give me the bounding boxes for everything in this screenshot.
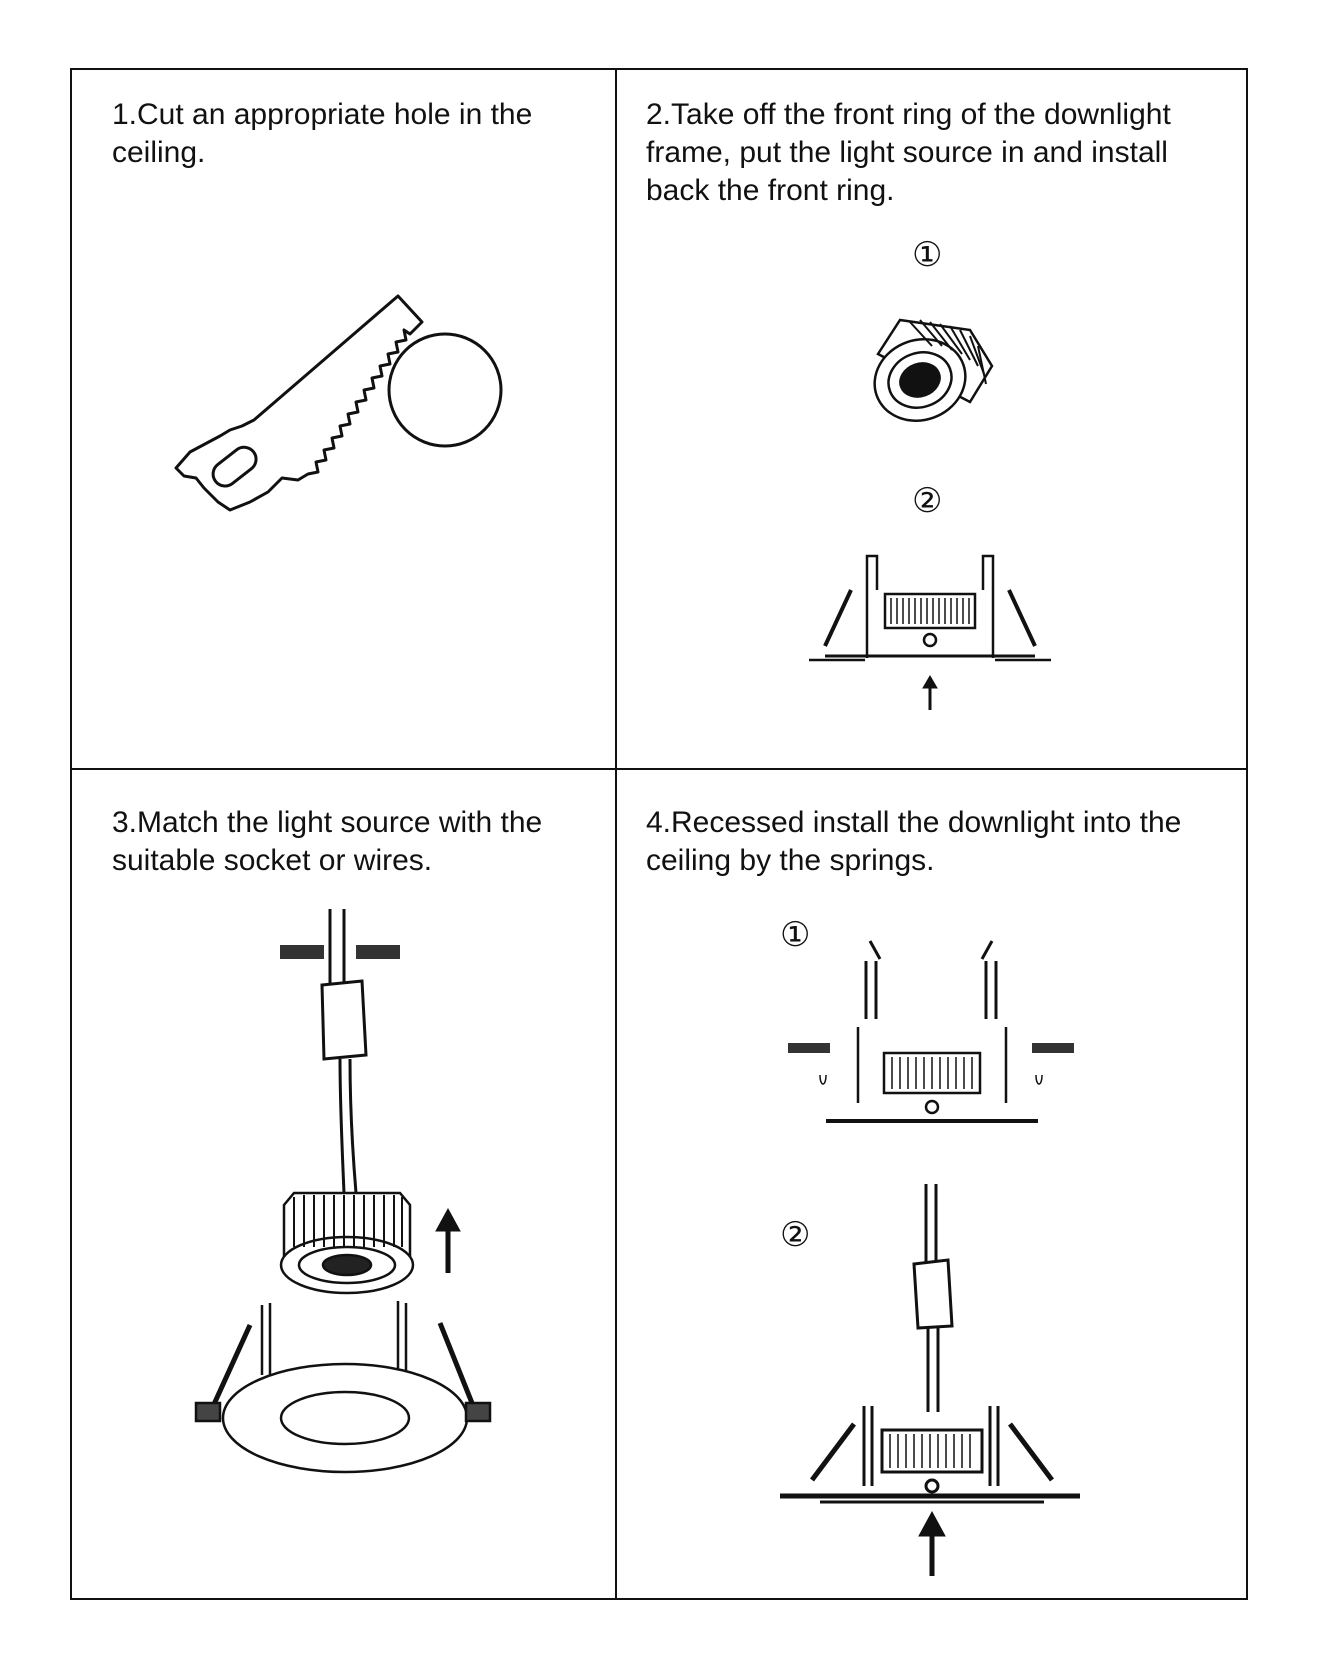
step-2-text: 2.Take off the front ring of the downlight frame, put the light source in and install back the front ring. [646,98,1171,207]
up-arrow-icon [923,676,937,710]
wire-connector-icon [914,1260,952,1328]
step-1-text: 1.Cut an appropriate hole in the ceiling. [112,98,533,169]
light-source-module [870,310,1000,430]
spring-insertion-diagram [780,935,1080,1135]
downlight-frame-icon [196,1301,490,1472]
step-2-marker-1: ① [912,236,943,274]
socket-connection-diagram [190,905,510,1465]
wire-connector-icon [322,981,366,1059]
ceiling-right-mark [1032,1043,1074,1053]
ceiling-right-mark [356,945,400,959]
saw-illustration [170,280,510,550]
ceiling-left-mark [788,1043,830,1053]
step-4-text: 4.Recessed install the downlight into the ceiling by the springs. [646,806,1182,877]
row-divider [72,768,1246,770]
ceiling-left-mark [280,945,324,959]
frame-assembly-diagram [805,550,1055,710]
up-arrow-icon [436,1209,460,1273]
up-arrow-icon [919,1512,945,1576]
ceiling-hole-icon [389,334,501,446]
step-2-marker-2: ② [912,482,943,520]
column-divider [615,70,617,1598]
step-4-marker-2: ② [780,1216,811,1254]
installed-downlight-diagram [780,1180,1080,1580]
step-3-text: 3.Match the light source with the suitable socket or wires. [112,806,543,877]
step-4-marker-1: ① [780,916,811,954]
